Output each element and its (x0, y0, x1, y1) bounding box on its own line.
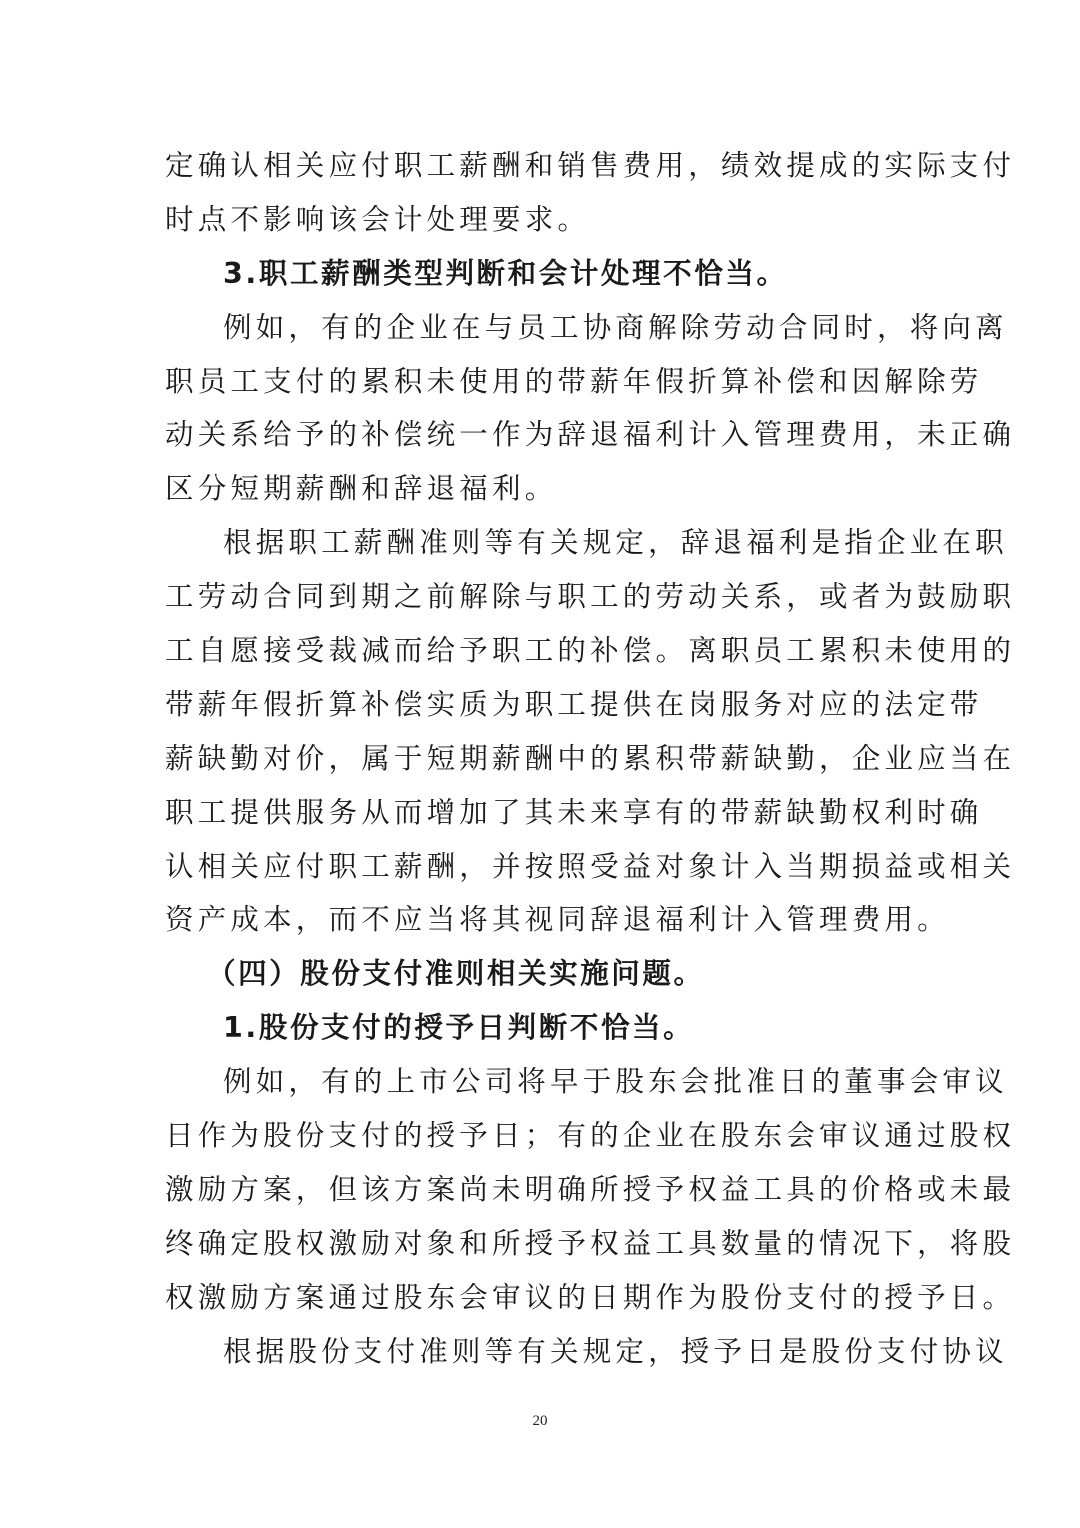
text-line: 日作为股份支付的授予日；有的企业在股东会审议通过股权 (165, 1119, 1016, 1153)
text-line: 资产成本，而不应当将其视同辞退福利计入管理费用。 (165, 903, 950, 937)
text-line: 薪缺勤对价，属于短期薪酬中的累积带薪缺勤，企业应当在 (165, 741, 1016, 775)
paragraph-start: 例如，有的上市公司将早于股东会批准日的董事会审议 (223, 1065, 1008, 1099)
text-line: 职员工支付的累积未使用的带薪年假折算补偿和因解除劳 (165, 364, 983, 398)
text-line: 权激励方案通过股东会审议的日期作为股份支付的授予日。 (165, 1280, 1016, 1314)
paragraph-start: 根据股份支付准则等有关规定，授予日是股份支付协议 (223, 1334, 1008, 1368)
text-line: 终确定股权激励对象和所授予权益工具数量的情况下，将股 (165, 1226, 1016, 1260)
text-line: 激励方案，但该方案尚未明确所授予权益工具的价格或未最 (165, 1172, 1016, 1206)
text-line: 工自愿接受裁减而给予职工的补偿。离职员工累积未使用的 (165, 634, 1016, 668)
text-line: 职工提供服务从而增加了其未来享有的带薪缺勤权利时确 (165, 795, 983, 829)
section-heading: 3.职工薪酬类型判断和会计处理不恰当。 (223, 256, 788, 290)
text-line: 定确认相关应付职工薪酬和销售费用，绩效提成的实际支付 (165, 149, 1016, 182)
section-heading: 1.股份支付的授予日判断不恰当。 (223, 1011, 695, 1045)
text-line: 带薪年假折算补偿实质为职工提供在岗服务对应的法定带 (165, 687, 983, 721)
text-line: 动关系给予的补偿统一作为辞退福利计入管理费用，未正确 (165, 418, 1016, 452)
body-text (165, 139, 1016, 1378)
paragraph-start: 根据职工薪酬准则等有关规定，辞退福利是指企业在职 (223, 526, 1008, 560)
chapter-heading: （四）股份支付准则相关实施问题。 (207, 957, 705, 991)
text-line: 认相关应付职工薪酬，并按照受益对象计入当期损益或相关 (165, 849, 1016, 883)
text-line: 工劳动合同到期之前解除与职工的劳动关系，或者为鼓励职 (165, 580, 1016, 614)
page-number: 20 (532, 1413, 548, 1429)
text-line: 区分短期薪酬和辞退福利。 (165, 472, 558, 506)
paragraph-start: 例如，有的企业在与员工协商解除劳动合同时，将向离 (223, 310, 1008, 344)
text-line: 时点不影响该会计处理要求。 (165, 202, 591, 236)
